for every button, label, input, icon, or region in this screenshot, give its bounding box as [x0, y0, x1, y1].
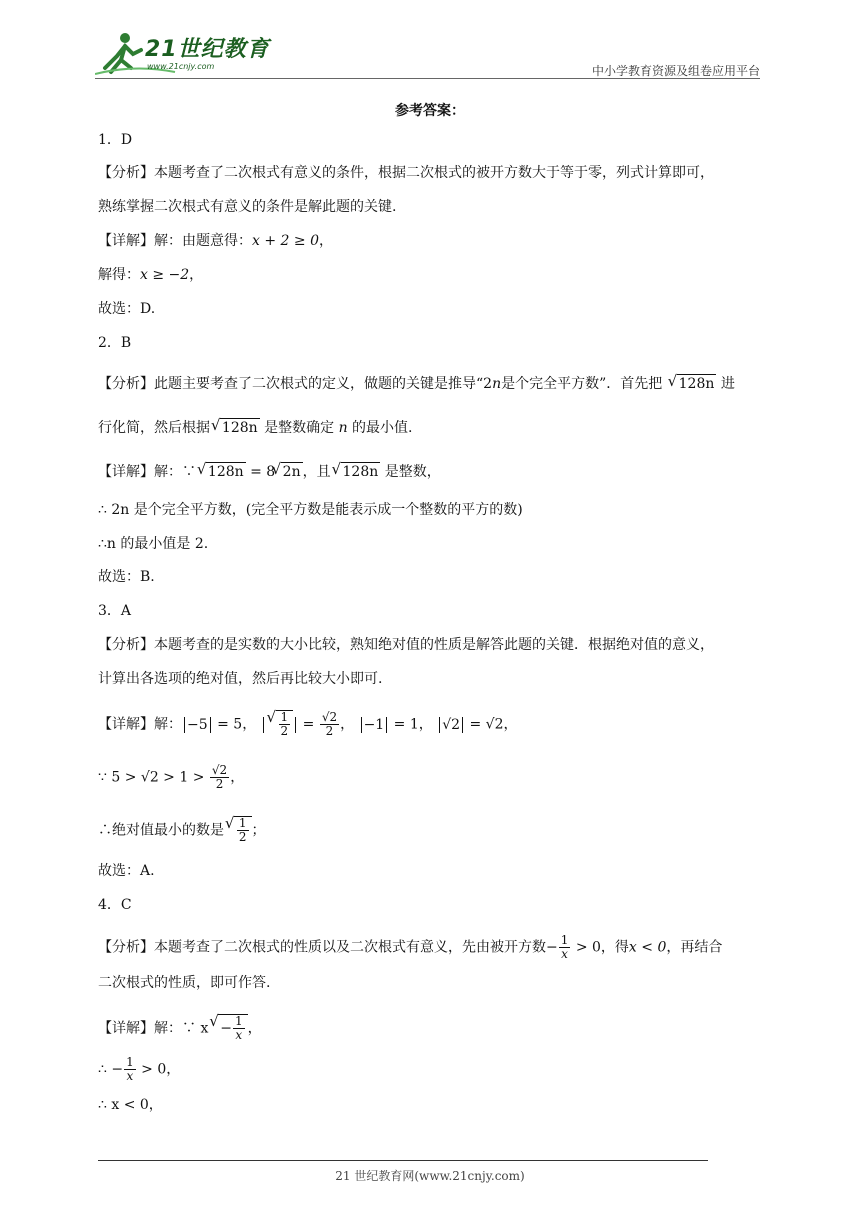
half-num-b: √ 1 [238, 816, 247, 830]
platform-name: 中小学教育资源及组卷应用平台 [591, 64, 760, 78]
q3-detail: 【详解】解： −5 = 5， √ $\frac{1}{2}$ = $\frac{√2}{2}$ ， −1 = 1， √2 = √2， [98, 710, 518, 738]
q2-analysis-1a: 【分析】此题主要考查了二次根式的定义，做题的关键是推导“2 [98, 376, 493, 392]
q3-min-prefix: ∴绝对值最小的数是 [98, 822, 224, 839]
q4-line-b-suffix: > 0， [136, 1061, 181, 1078]
q3-min [98, 816, 266, 844]
q1-solve [98, 266, 203, 284]
q3-answer: 3．A [98, 603, 132, 619]
q2-detail-eq: = 8 [245, 464, 276, 480]
q4-frac-num-a: 1 [560, 933, 569, 947]
q3-sep1: ， [242, 716, 257, 733]
q3-sep5: ， [230, 769, 245, 786]
q4-line-b-prefix: ∴ − [98, 1061, 124, 1078]
q3-analysis-line1: 【分析】本题考查的是实数的大小比较，熟知绝对值的性质是解答此题的关键．根据绝对值的意义， [98, 637, 714, 653]
q2-analysis-2b: 是整数确定 [264, 420, 335, 436]
q1-answer: 1．D [98, 132, 133, 148]
q3-val1: = 5 [212, 716, 243, 733]
q3-because-prefix: ∵ 5 > √2 > 1 > [98, 769, 205, 786]
q3-val3: = 1 [389, 716, 419, 733]
q2-analysis-1c: 进 [720, 376, 735, 392]
q4-frac-den-a: x [561, 947, 568, 961]
q3-sep4: ， [503, 716, 518, 733]
q3-sep2: ， [340, 716, 355, 733]
abs-neg5: −5 [184, 717, 211, 733]
q4-analysis-1d: x < 0 [628, 939, 667, 956]
q2-line4: ∴n 的最小值是 2. [98, 536, 209, 552]
page-title: 参考答案： [395, 103, 465, 119]
q2-detail-a: 【详解】解：∵ [98, 464, 196, 480]
q1-detail [98, 232, 333, 250]
logo-text: 21世纪教育 [145, 37, 270, 62]
q2-analysis-1b: 是个完全平方数”．首先把 [501, 376, 663, 392]
q2-analysis-2a: 行化简，然后根据 [98, 420, 210, 436]
q4-detail-prefix: 【详解】解：∵ x [98, 1020, 209, 1037]
q4-minus-a: − [546, 939, 558, 956]
abs-neg1: −1 [361, 717, 388, 733]
q2-detail-c: 是整数， [384, 464, 441, 480]
q3-because [98, 764, 244, 791]
q3-semi: ； [251, 822, 266, 839]
q4-frac-den-c: x [126, 1069, 134, 1083]
sqrt-128n-b: √ 128n [220, 418, 260, 437]
q4-analysis-1e: ，再结合 [666, 939, 723, 956]
q4-line-b [98, 1056, 180, 1083]
q4-frac-num-b: 1 [235, 1014, 243, 1028]
q2-analysis-2c: 的最小值. [352, 420, 413, 436]
q1-detail-suffix: ， [318, 233, 333, 249]
q1-solve-prefix: 解得： [98, 267, 140, 283]
q4-minus-b: − [220, 1020, 232, 1037]
q1-analysis-line1: 【分析】本题考查了二次根式有意义的条件，根据二次根式的被开方数大于等于零，列式计算即可， [98, 165, 714, 181]
half-den: 2 [280, 724, 289, 738]
q4-line-c: ∴ x < 0， [98, 1097, 163, 1113]
q2-analysis-line2: 行化简，然后根据 √ 128n 是整数确定 n 的最小值. [98, 418, 413, 437]
q1-solve-suffix: ， [189, 267, 204, 283]
q1-detail-expr: x + 2 ≥ 0 [252, 233, 319, 249]
q1-choose: 故选：D. [98, 301, 156, 317]
half-num: √ 1 [280, 710, 289, 724]
q1-detail-prefix: 【详解】解：由题意得： [98, 233, 252, 249]
half-den-b: 2 [238, 830, 247, 844]
q2-line3: ∴ 2n 是个完全平方数，(完全平方数是能表示成一个整数的平方的数) [98, 502, 523, 518]
q4-frac-den-b: x [235, 1028, 243, 1042]
footer-divider [98, 1160, 708, 1161]
sqrt-128n-c: √ 128n [206, 462, 246, 481]
q4-analysis-line1 [98, 934, 722, 961]
q3-choose: 故选：A. [98, 863, 155, 879]
q4-analysis-1c: ，得 [600, 939, 629, 956]
sqrt-128n-a: √ 128n [677, 374, 717, 393]
frac-sqrt2-num-b: √2 [211, 763, 228, 777]
q2-analysis-line1: 【分析】此题主要考查了二次根式的定义，做题的关键是推导“2n是个完全平方数”．首先把 √ 128n 进 [98, 374, 735, 393]
frac-sqrt2-num: √2 [321, 710, 338, 724]
page-header [95, 28, 760, 80]
q4-analysis-1b: > 0 [571, 939, 601, 956]
sqrt-2n: √ 2n [281, 462, 303, 481]
q3-detail-prefix: 【详解】解： [98, 716, 182, 733]
q3-sqrt2-val: √2 [485, 716, 504, 733]
page-footer: 21 世纪教育网(www.21cnjy.com) [335, 1169, 525, 1183]
q4-analysis-1a: 【分析】本题考查了二次根式的性质以及二次根式有意义，先由被开方数 [98, 939, 546, 956]
q2-detail-b: ，且 [302, 464, 331, 480]
q4-detail: 【详解】解：∵ x √ − $\frac{1}{x}$ ， [98, 1014, 262, 1042]
frac-sqrt2-den: 2 [325, 724, 334, 738]
q1-analysis-line2: 熟练掌握二次根式有意义的条件是解此题的关键. [98, 199, 397, 215]
q3-analysis-line2: 计算出各选项的绝对值，然后再比较大小即可. [98, 671, 383, 687]
q1-solve-expr: x ≥ −2 [140, 267, 190, 283]
q3-sep3: ， [418, 716, 433, 733]
q4-answer: 4．C [98, 897, 132, 913]
abs-sqrt-half [263, 710, 297, 738]
q4-analysis-line2: 二次根式的性质，即可作答. [98, 975, 271, 991]
q4-frac-num-c: 1 [126, 1055, 134, 1069]
logo-url: www.21cnjy.com [147, 62, 215, 71]
q2-detail [98, 462, 441, 481]
sqrt-128n-d: √ 128n [341, 462, 381, 481]
q2-answer: 2．B [98, 335, 132, 351]
frac-sqrt2-den-b: 2 [215, 777, 224, 791]
header-divider [95, 78, 760, 79]
q2-choose: 故选：B. [98, 569, 155, 585]
abs-sqrt2: √2 [439, 717, 463, 733]
